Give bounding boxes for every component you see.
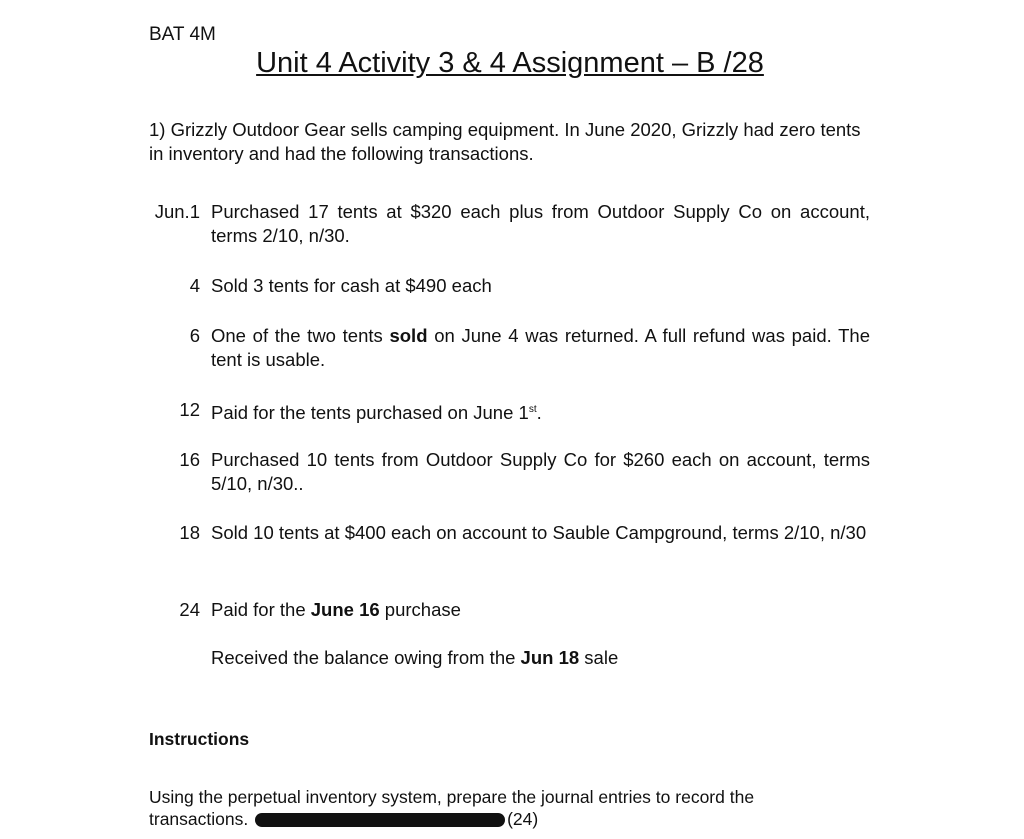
instructions-heading: Instructions [149,729,250,749]
transaction-jun-16 [149,448,870,496]
transaction-text: Sold 3 tents for cash at $490 each [211,275,492,296]
transaction-date: 6 [189,325,200,346]
transaction-text: Purchased 10 tents from Outdoor Supply Co for $260 each on account, terms 5/10, n/30.. [211,449,870,494]
transaction-jun-1 [149,200,870,248]
transaction-text: One of the two tents sold on June 4 was returned. A full refund was paid. The tent is usable. [211,325,870,370]
transaction-jun-12 [149,398,870,425]
transaction-date: 16 [179,449,200,470]
transaction-text: Received the balance owing from the Jun 18 sale [211,647,619,668]
transaction-jun-24 [149,598,870,622]
transaction-date: 24 [179,599,200,620]
transaction-jun-4 [149,274,870,298]
transaction-date: Jun.1 [154,201,200,222]
transaction-text: Sold 10 tents at $400 each on account to Sauble Campground, terms 2/10, n/30 [211,522,867,543]
transaction-jun-6 [149,324,870,372]
transaction-jun-24-receipt [149,646,870,670]
transaction-text: Paid for the tents purchased on June 1st. [211,402,542,424]
course-code: BAT 4M [149,24,216,45]
question-intro: 1) Grizzly Outdoor Gear sells camping equipment. In June 2020, Grizzly had zero tents in inventory and had the following transactions. [149,119,861,164]
transaction-date: 12 [179,399,200,420]
transaction-text: Purchased 17 tents at $320 each plus from Outdoor Supply Co on account, terms 2/10, n/30. [211,201,870,246]
page-title: Unit 4 Activity 3 & 4 Assignment – B /28 [256,47,764,79]
transaction-jun-18 [149,521,870,545]
redaction-mark [255,813,505,827]
transaction-date: 18 [179,522,200,543]
marks: (24) [507,809,539,829]
transaction-text: Paid for the June 16 purchase [211,599,461,620]
instructions-text: Using the perpetual inventory system, prepare the journal entries to record the transactions. (24) [149,787,755,829]
transaction-date: 4 [189,275,200,296]
